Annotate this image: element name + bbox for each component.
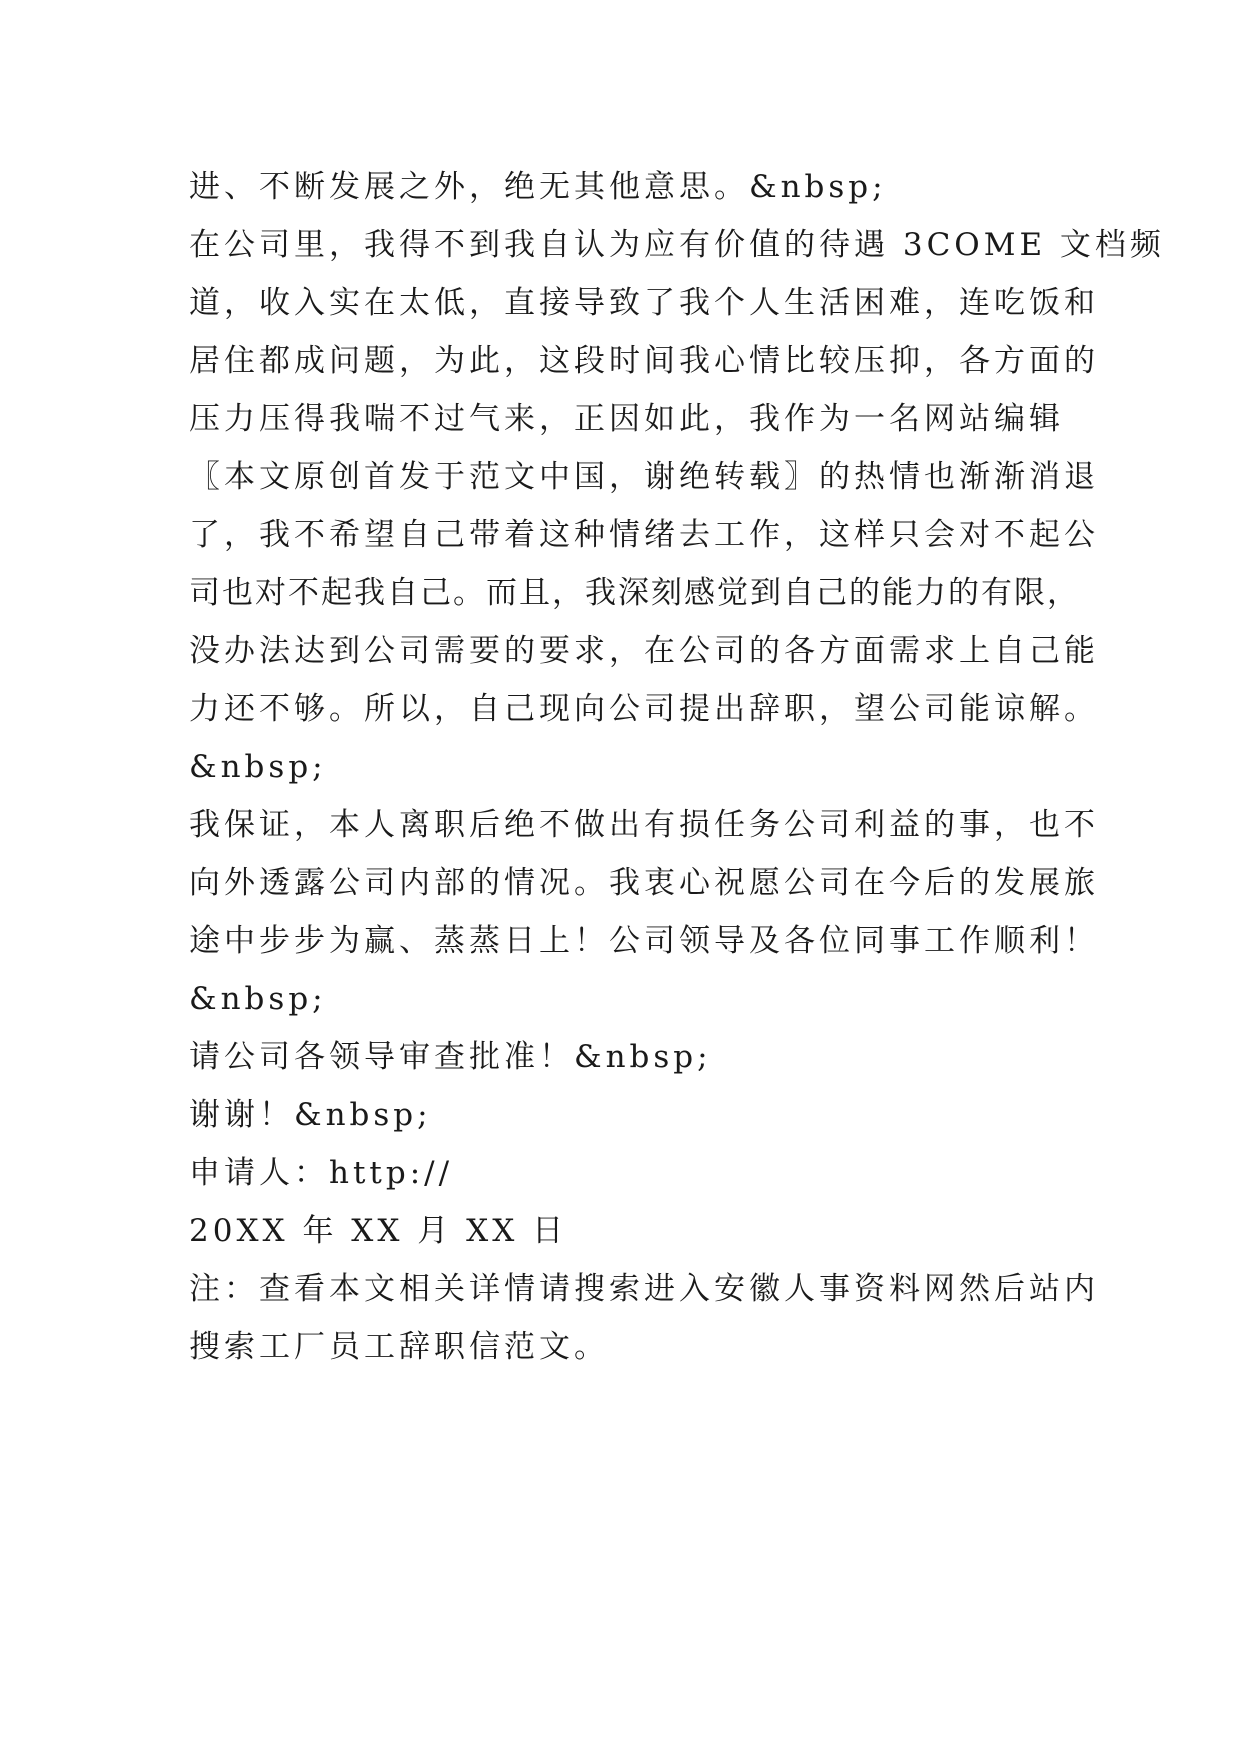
text-line: 谢谢！&nbsp; [189,1097,432,1133]
text-line: 进、不断发展之外，绝无其他意思。&nbsp; [189,169,887,205]
text-line: &nbsp; [189,981,327,1017]
text-line: 在公司里，我得不到我自认为应有价值的待遇 3COME 文档频 [189,227,1165,263]
text-line: 道，收入实在太低，直接导致了我个人生活困难，连吃饭和 [189,285,1099,321]
text-line: 我保证，本人离职后绝不做出有损任务公司利益的事，也不 [189,807,1099,843]
text-line: 居住都成问题，为此，这段时间我心情比较压抑，各方面的 [189,343,1099,379]
text-line: 了，我不希望自己带着这种情绪去工作，这样只会对不起公 [189,517,1099,553]
text-line: 途中步步为赢、蒸蒸日上！公司领导及各位同事工作顺利！ [189,923,1099,959]
text-line: 向外透露公司内部的情况。我衷心祝愿公司在今后的发展旅 [189,865,1099,901]
text-line: 力还不够。所以，自己现向公司提出辞职，望公司能谅解。 [189,691,1099,727]
note-line: 搜索工厂员工辞职信范文。 [189,1329,609,1365]
text-line: 〖本文原创首发于范文中国，谢绝转载〗的热情也渐渐消退 [189,459,1099,495]
applicant-line: 申请人：http:// [189,1155,454,1191]
text-line: 请公司各领导审查批准！&nbsp; [189,1039,712,1075]
date-line: 20XX 年 XX 月 XX 日 [189,1213,568,1249]
note-line: 注：查看本文相关详情请搜索进入安徽人事资料网然后站内 [189,1271,1099,1307]
text-line: 没办法达到公司需要的要求，在公司的各方面需求上自己能 [189,633,1099,669]
text-line: 压力压得我喘不过气来，正因如此，我作为一名网站编辑 [189,401,1064,437]
text-line: &nbsp; [189,749,327,785]
text-line: 司也对不起我自己。而且，我深刻感觉到自己的能力的有限， [189,575,1080,611]
